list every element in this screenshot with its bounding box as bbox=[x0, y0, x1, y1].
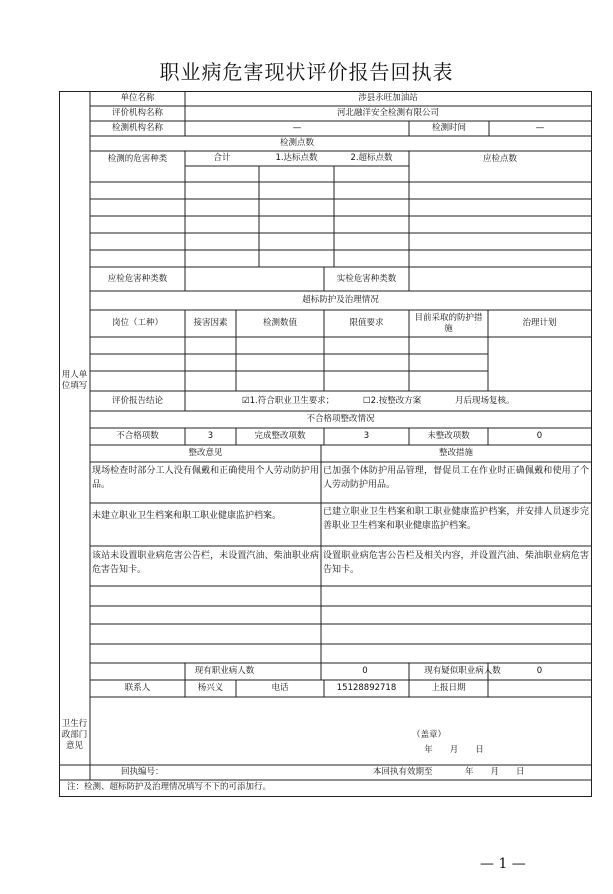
post-header: 岗位（工种） bbox=[111, 318, 163, 328]
undone-count-label: 未整改项数 bbox=[427, 431, 470, 441]
measure-item-3: 设置职业病危害公告栏及相关内容，并设置汽油、柴油职业病危害告知卡。 bbox=[323, 551, 589, 575]
receipt-number-label: 回执编号： bbox=[121, 767, 164, 777]
exceed-section-header: 超标防护及治理情况 bbox=[302, 295, 379, 305]
conclusion-label: 评价报告结论 bbox=[111, 395, 163, 406]
total-header: 合计 bbox=[213, 153, 231, 163]
page-number: — 1 — bbox=[480, 856, 526, 872]
report-date-label: 上报日期 bbox=[431, 683, 466, 693]
undone-count-value: 0 bbox=[536, 431, 543, 441]
unit-name-value: 涉县永旺加油站 bbox=[358, 93, 418, 103]
should-hazard-count-label: 应检危害种类数 bbox=[107, 273, 168, 284]
value-header: 检测数值 bbox=[262, 318, 297, 328]
eval-org-label: 评价机构名称 bbox=[111, 108, 163, 118]
opinion-header: 整改意见 bbox=[188, 448, 223, 458]
unit-name-label: 单位名称 bbox=[120, 93, 155, 103]
rectify-section-header: 不合格项整改情况 bbox=[306, 414, 375, 424]
existing-patients-label: 现有职业病人数 bbox=[194, 666, 255, 676]
opinion-item-3: 该站未设置职业病危害公告栏，未设置汽油、柴油职业病危害告知卡。 bbox=[92, 551, 319, 575]
measure-item-1: 已加强个体防护用品管理，督促员工在作业时正确佩戴和使用了个人劳动防护用品。 bbox=[323, 466, 589, 490]
detection-points-header: 检测点数 bbox=[279, 138, 314, 148]
measures-header: 目前采取的防护措施 bbox=[414, 312, 483, 334]
side-label-employer: 用人单位填写 bbox=[61, 370, 88, 391]
existing-patients-value: 0 bbox=[362, 666, 368, 676]
receipt-valid-label: 本回执有效期至 bbox=[373, 767, 433, 777]
conclusion-option-2-tail: 月后现场复核。 bbox=[455, 395, 515, 406]
phone-label: 电话 bbox=[271, 683, 289, 693]
done-count-value: 3 bbox=[363, 431, 370, 441]
test-org-value: — bbox=[292, 123, 302, 133]
done-count-label: 完成整改项数 bbox=[254, 431, 306, 441]
report-date-value bbox=[488, 680, 591, 697]
conclusion-option-2: ☐2.按整改方案 bbox=[363, 395, 422, 406]
plan-header: 治理计划 bbox=[522, 318, 557, 328]
pass-points-header: 1.达标点数 bbox=[275, 153, 318, 163]
limit-header: 限值要求 bbox=[349, 318, 384, 328]
exceed-points-header: 2.超标点数 bbox=[350, 153, 393, 163]
contact-label: 联系人 bbox=[124, 683, 151, 693]
health-dept-date: 年 月 日 bbox=[424, 744, 484, 755]
factor-header: 接害因素 bbox=[193, 318, 228, 328]
receipt-form-table bbox=[59, 91, 592, 797]
opinion-item-1: 现场检查时部分工人没有佩戴和正确使用个人劳动防护用品。 bbox=[92, 466, 319, 490]
footnote: 注：检测、超标防护及治理情况填写不下的可添加行。 bbox=[67, 782, 272, 792]
side-label-health-dept: 卫生行政部门意见 bbox=[61, 718, 88, 751]
test-org-label: 检测机构名称 bbox=[111, 123, 163, 133]
eval-org-value: 河北融洋安全检测有限公司 bbox=[336, 108, 439, 118]
fail-count-label: 不合格项数 bbox=[116, 431, 159, 441]
hazard-type-header: 检测的危害种类 bbox=[107, 153, 168, 164]
contact-value: 杨兴义 bbox=[197, 683, 224, 693]
suspected-patients-value: 0 bbox=[536, 666, 543, 676]
test-time-label: 检测时间 bbox=[431, 123, 466, 133]
receipt-valid-date: 年 月 日 bbox=[465, 767, 525, 777]
measure-item-2: 已建立职业卫生档案和职工职业健康监护档案，并安排人员逐步完善职业卫生档案和职业健康监护档案。 bbox=[323, 507, 589, 531]
should-points-header: 应检点数 bbox=[482, 153, 517, 164]
page-title: 职业病危害现状评价报告回执表 bbox=[159, 60, 454, 84]
conclusion-option-1: ☑1.符合职业卫生要求； bbox=[242, 395, 335, 406]
phone-value: 15128892718 bbox=[336, 683, 397, 693]
opinion-item-2: 未建立职业卫生档案和职工职业健康监护档案。 bbox=[92, 511, 282, 521]
seal-text: （盖章） bbox=[411, 729, 446, 740]
measure-header: 整改措施 bbox=[438, 448, 473, 458]
fail-count-value: 3 bbox=[207, 431, 214, 441]
suspected-patients-label: 现有疑似职业病人数 bbox=[424, 666, 501, 676]
test-time-value: — bbox=[535, 123, 545, 133]
actual-hazard-count-label: 实检危害种类数 bbox=[336, 273, 397, 284]
